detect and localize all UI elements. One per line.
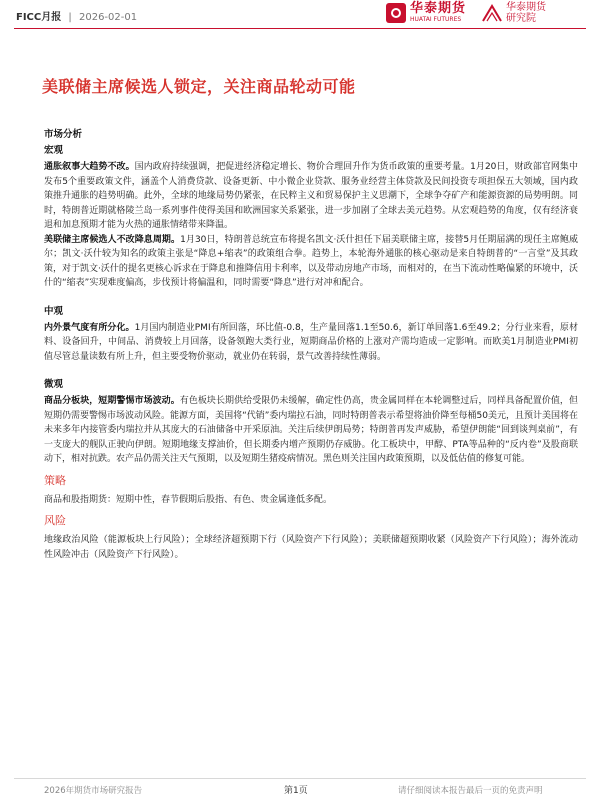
- page-number: 第1页: [284, 786, 308, 796]
- macro-paragraph-1: [44, 160, 578, 233]
- macro-heading: 宏观: [44, 145, 64, 156]
- header-divider: [14, 28, 586, 29]
- research-logo-line1: 华泰期货: [506, 2, 546, 13]
- huatai-futures-logo: [386, 2, 466, 23]
- report-date: 2026-02-01: [78, 12, 138, 23]
- strategy-text: 商品和股指期货：短期中性，春节假期后股指、有色、贵金属逢低多配。: [44, 494, 333, 505]
- page-header: [0, 0, 600, 30]
- report-type: FICC月报: [16, 12, 62, 23]
- macro-p2-lead: 美联储主席候选人不改降息周期。: [44, 234, 181, 245]
- research-institute-logo: [481, 2, 546, 24]
- micro-lead: 商品分板块，短期警惕市场波动。: [44, 396, 180, 406]
- research-logo-icon: [481, 3, 503, 23]
- footer-report-name: 2026年期货市场研究报告: [44, 786, 143, 796]
- micro-text: 有色板块长期供给受限仍未缓解，确定性仍高，贵金属同样在本轮调整过后，同样具备配置价值，但短期仍需要警惕市场波动风险。能源方面，美国将“代销”委内瑞拉石油，同时特朗普表示希望将油价降至每桶50美元，且预计美国将在未来多年内接管委内瑞拉并从其庞大的石油储备中开采原油。关注后续伊朗局势；特朗普再发声威胁，希望伊朗能“回到谈判桌前”，有一支庞大的舰队正驶向伊朗。短期地缘支撑油价，但长期委内增产预期仍存威胁。化工板块中，甲醇、PTA等品种的“反内卷”及股商联动下，相对抗跌。农产品仍需关注天气预期，以及短期生猪疫病情况。黑色则关注国内政策预期，以及低估值的修复可能。: [44, 396, 578, 464]
- report-tag: [16, 8, 137, 23]
- risk-text: 地缘政治风险（能源板块上行风险）；全球经济超预期下行（风险资产下行风险）；美联储超预期收紧（风险资产下行风险）；海外流动性风险冲击（风险资产下行风险）。: [44, 535, 578, 560]
- huatai-logo-icon: [386, 3, 406, 23]
- macro-p1-text: 国内政府持续强调，把促进经济稳定增长、物价合理回升作为货币政策的重要考量。1月20日，财政部官网集中发布5个重要政策文件，涵盖个人消费贷款、设备更新、中小微企业贷款、服务业经营主体贷款及民间投资专项担保五大领域，国内政策推升通胀的趋势明确。此外，全球的地缘局势仍紧张，在民粹主义和贸易保护主义思潮下，全球争夺矿产和能源资源的局势明朗。同时，特朗普近期就格陵兰岛一系列事件使得美国和欧洲国家关系紧张，进一步加剧了全球去美元趋势。从宏观趋势的角度，仅有经济衰退和加息预期才能为火热的通胀情绪带来降温。: [44, 162, 578, 230]
- logo-cn-name: 华泰期货: [410, 1, 467, 16]
- risk-heading: 风险: [44, 514, 66, 527]
- report-body: [44, 128, 578, 562]
- footer-disclaimer-note: 请仔细阅读本报告最后一页的免责声明: [398, 786, 543, 796]
- page-footer: [0, 778, 600, 800]
- macro-p1-lead: 通胀叙事大趋势不改。: [44, 162, 135, 172]
- meso-lead: 内外景气度有所分化。: [44, 322, 135, 333]
- meso-heading: 中观: [44, 305, 64, 317]
- macro-paragraph-2: [44, 233, 578, 291]
- meso-paragraph: [44, 321, 578, 365]
- micro-heading: 微观: [44, 379, 64, 390]
- logo-en-name: HUATAI FUTURES: [410, 16, 462, 23]
- report-title: 美联储主席候选人锁定，关注商品轮动可能: [42, 77, 356, 96]
- micro-paragraph: [44, 394, 578, 467]
- report-separator: |: [68, 12, 72, 23]
- macro-p2-text: 1月30日，特朗普总统宣布将提名凯文·沃什担任下届美联储主席，接替5月任期届满的现任主席鲍威尔；凯文·沃什较为知名的政策主张是“降息+缩表”的政策组合拳。趋势上，本轮海外通胀的核心驱动是来自特朗普的“一言堂”及其政策，对于凯文·沃什的提名更核心诉求在于降息和推降信用卡利率，以及带动房地产市场，而相对的，在当下流动性略偏紧的环境中，沃什的“缩表”实现难度偏高，步伐预计将偏温和，同时需要“降息”进行对冲和配合。: [44, 234, 578, 288]
- market-analysis-heading: 市场分析: [44, 129, 83, 140]
- strategy-heading: 策略: [44, 473, 66, 487]
- research-logo-line2: 研究院: [506, 13, 536, 24]
- footer-divider: [14, 778, 586, 779]
- meso-text: 1月国内制造业PMI有所回落，环比值-0.8，生产量回落1.1至50.6，新订单回落1.6至49.2；分行业来看，原材料、设备回升，中间品、消费较上月回落，设备领跑大类行业，短期商品价格的上涨对产需均造成一定影响。而欧美1月制造业PMI初值尽管总量读数有所上升，但主要受物价驱动，就业仍在转弱，景气改善持续性薄弱。: [44, 322, 578, 362]
